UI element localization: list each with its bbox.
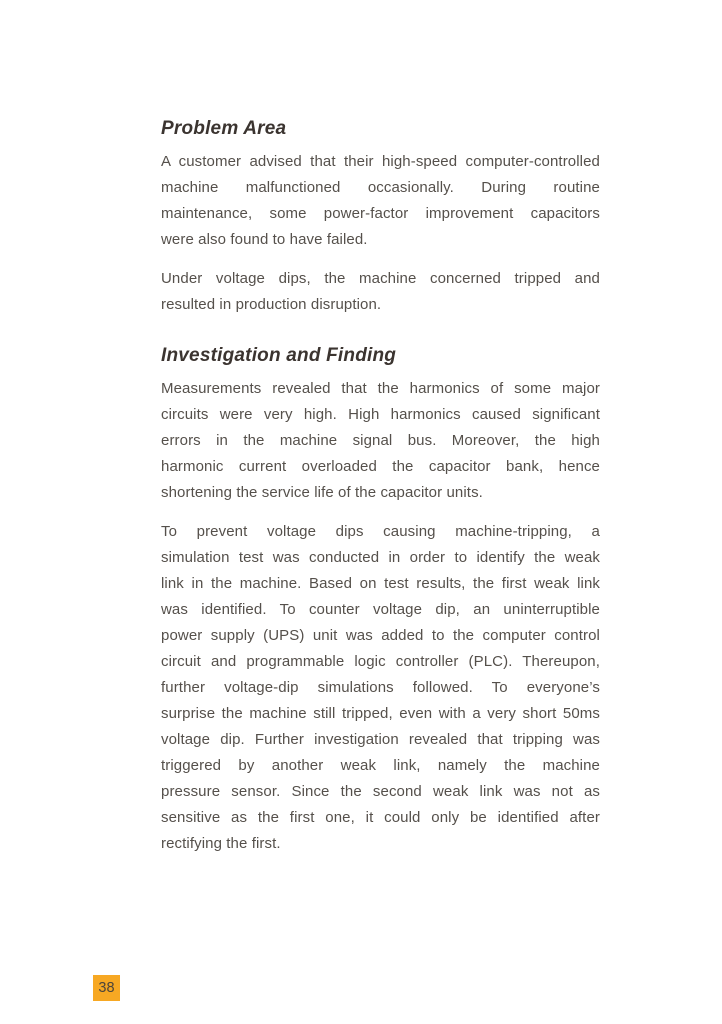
paragraph — [161, 519, 600, 857]
page-number-badge — [93, 975, 120, 1001]
text-line: pressure sensor. Since the second weak link was not as — [161, 783, 600, 800]
text-line: circuits were very high. High harmonics caused significant — [161, 406, 600, 423]
text-line: harmonic current overloaded the capacitor bank, hence — [161, 458, 600, 475]
text-line: were also found to have failed. — [161, 231, 368, 248]
text-line: machine malfunctioned occasionally. During routine — [161, 179, 600, 196]
text-line: circuit and programmable logic controller (PLC). Thereupon, — [161, 653, 600, 670]
paragraph — [161, 149, 600, 253]
text-line: simulation test was conducted in order to identify the weak — [161, 549, 600, 566]
text-line: link in the machine. Based on test results, the first weak link — [161, 575, 600, 592]
text-line: shortening the service life of the capacitor units. — [161, 484, 483, 501]
document-content — [161, 117, 600, 870]
text-line: rectifying the first. — [161, 835, 281, 852]
text-line: Measurements revealed that the harmonics of some major — [161, 380, 600, 397]
paragraph — [161, 376, 600, 506]
text-line: was identified. To counter voltage dip, an uninterruptible — [161, 601, 600, 618]
section-heading: Investigation and Finding — [161, 345, 397, 366]
text-line: power supply (UPS) unit was added to the computer control — [161, 627, 600, 644]
section-heading: Problem Area — [161, 118, 287, 139]
text-line: triggered by another weak link, namely the machine — [161, 757, 600, 774]
page-number: 38 — [98, 980, 115, 996]
paragraph — [161, 266, 600, 318]
text-line: surprise the machine still tripped, even with a very short 50ms — [161, 705, 600, 722]
text-line: resulted in production disruption. — [161, 296, 382, 313]
text-line: voltage dip. Further investigation revealed that tripping was — [161, 731, 600, 748]
text-line: A customer advised that their high-speed computer-controlled — [161, 153, 600, 170]
text-line: maintenance, some power-factor improvement capacitors — [161, 205, 600, 222]
text-line: To prevent voltage dips causing machine-tripping, a — [161, 523, 600, 540]
text-line: sensitive as the first one, it could only be identified after — [161, 809, 600, 826]
text-line: Under voltage dips, the machine concerned tripped and — [161, 270, 600, 287]
text-line: errors in the machine signal bus. Moreover, the high — [161, 432, 600, 449]
text-line: further voltage-dip simulations followed. To everyone’s — [161, 679, 600, 696]
